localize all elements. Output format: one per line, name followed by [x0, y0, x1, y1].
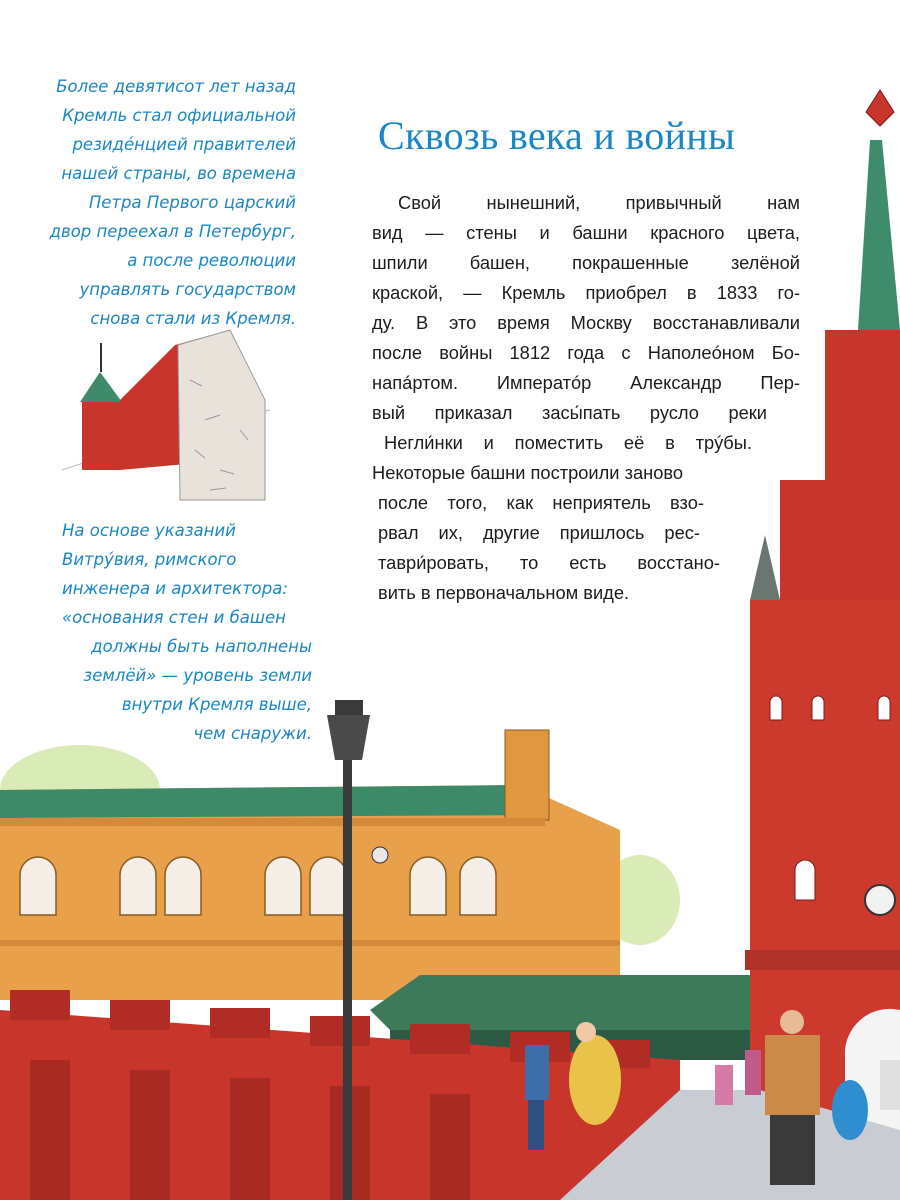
- wall-sketch-image: [62, 330, 270, 500]
- note-line: Кремль стал официальной: [62, 106, 296, 125]
- body-line: таври́ровать, то есть восстано-: [378, 552, 720, 573]
- note-line: чем снаружи.: [193, 724, 312, 743]
- body-line: Негли́нки и поместить её в трýбы.: [384, 432, 752, 453]
- note-line: На основе указаний: [62, 521, 236, 540]
- note-line: нашей страны, во времена: [61, 164, 296, 183]
- note-line: Петра Первого царский: [88, 193, 296, 212]
- body-line: рвал их, другие пришлось рес-: [378, 522, 700, 543]
- sidebar-note-vitruvius: [62, 516, 312, 748]
- article-body: [372, 188, 800, 608]
- body-line: после войны 1812 года с Наполеóном Бо-: [372, 342, 800, 363]
- body-line: краской, — Кремль приобрел в 1833 го-: [372, 282, 800, 303]
- body-line: Свой нынешний, привычный нам: [398, 192, 800, 213]
- body-line: Некоторые башни построили заново: [372, 462, 684, 483]
- note-line: Витрýвия, римского: [62, 550, 237, 569]
- body-line: напáртом. Императóр Александр Пер-: [372, 372, 800, 393]
- body-line: после того, как неприятель взо-: [378, 492, 704, 513]
- note-line: инженера и архитектора:: [62, 579, 288, 598]
- body-line: вый приказал засы́пать русло реки: [372, 402, 767, 423]
- note-line: снова стали из Кремля.: [90, 309, 296, 328]
- note-line: должны быть наполнены: [91, 637, 312, 656]
- body-line: вить в первоначальном виде.: [378, 582, 630, 603]
- body-line: вид — стены и башни красного цвета,: [372, 222, 800, 243]
- page-title: Сквозь века и войны: [378, 113, 736, 158]
- note-line: управлять государством: [79, 280, 296, 299]
- sidebar-note-history: [40, 72, 296, 333]
- body-line: ду. В это время Москву восстанавливали: [372, 312, 800, 333]
- note-line: «основания стен и башен: [62, 608, 286, 627]
- note-line: резидéнцией правителей: [72, 135, 296, 154]
- note-line: а после революции: [127, 251, 296, 270]
- body-line: шпили башен, покрашенные зелёной: [372, 252, 800, 273]
- note-line: внутри Кремля выше,: [121, 695, 312, 714]
- note-line: двор переехал в Петербург,: [49, 222, 296, 241]
- note-line: землёй» — уровень земли: [83, 666, 312, 685]
- note-line: Более девятисот лет назад: [56, 77, 296, 96]
